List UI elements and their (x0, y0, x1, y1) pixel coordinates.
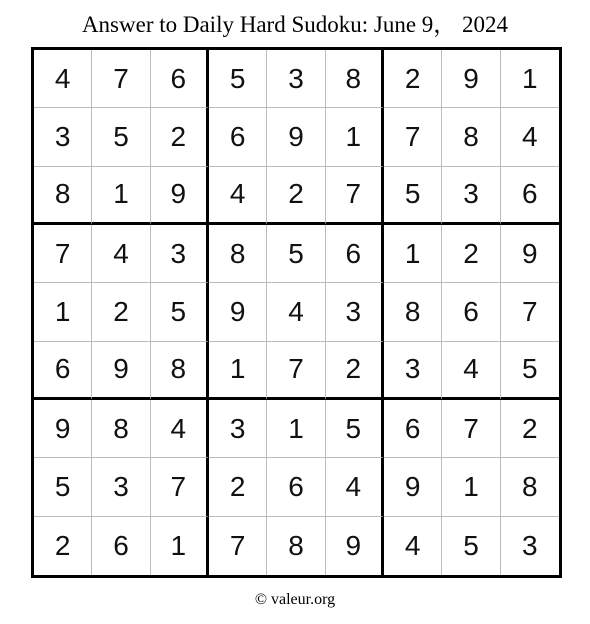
sudoku-cell-r7-c7: 6 (384, 400, 442, 458)
sudoku-cell-r2-c9: 4 (501, 108, 559, 166)
sudoku-cell-r6-c1: 6 (34, 342, 92, 400)
sudoku-cell-r4-c9: 9 (501, 225, 559, 283)
sudoku-cell-r5-c7: 8 (384, 283, 442, 341)
sudoku-cell-r7-c1: 9 (34, 400, 92, 458)
sudoku-cell-r3-c1: 8 (34, 167, 92, 225)
sudoku-cell-r1-c9: 1 (501, 50, 559, 108)
sudoku-cell-r6-c6: 2 (326, 342, 384, 400)
sudoku-cell-r6-c3: 8 (151, 342, 209, 400)
sudoku-cell-r1-c3: 6 (151, 50, 209, 108)
sudoku-cell-r7-c3: 4 (151, 400, 209, 458)
sudoku-cell-r4-c7: 1 (384, 225, 442, 283)
sudoku-cell-r2-c7: 7 (384, 108, 442, 166)
sudoku-cell-r4-c1: 7 (34, 225, 92, 283)
sudoku-cell-r9-c2: 6 (92, 517, 150, 575)
sudoku-cell-r9-c8: 5 (442, 517, 500, 575)
sudoku-cell-r4-c5: 5 (267, 225, 325, 283)
sudoku-cell-r9-c6: 9 (326, 517, 384, 575)
sudoku-cell-r4-c8: 2 (442, 225, 500, 283)
sudoku-cell-r8-c9: 8 (501, 458, 559, 516)
sudoku-cell-r1-c7: 2 (384, 50, 442, 108)
sudoku-cell-r2-c8: 8 (442, 108, 500, 166)
sudoku-cell-r2-c6: 1 (326, 108, 384, 166)
sudoku-cell-r7-c9: 2 (501, 400, 559, 458)
sudoku-cell-r8-c1: 5 (34, 458, 92, 516)
sudoku-cell-r2-c3: 2 (151, 108, 209, 166)
sudoku-cell-r4-c4: 8 (209, 225, 267, 283)
sudoku-cell-r2-c1: 3 (34, 108, 92, 166)
sudoku-cell-r1-c6: 8 (326, 50, 384, 108)
sudoku-cell-r1-c5: 3 (267, 50, 325, 108)
sudoku-cell-r1-c8: 9 (442, 50, 500, 108)
sudoku-cell-r8-c3: 7 (151, 458, 209, 516)
sudoku-cell-r3-c8: 3 (442, 167, 500, 225)
sudoku-cell-r1-c1: 4 (34, 50, 92, 108)
sudoku-cell-r3-c4: 4 (209, 167, 267, 225)
sudoku-cell-r5-c4: 9 (209, 283, 267, 341)
sudoku-cell-r5-c8: 6 (442, 283, 500, 341)
sudoku-cell-r8-c7: 9 (384, 458, 442, 516)
sudoku-cell-r7-c5: 1 (267, 400, 325, 458)
sudoku-cell-r1-c2: 7 (92, 50, 150, 108)
sudoku-cell-r6-c5: 7 (267, 342, 325, 400)
sudoku-cell-r2-c5: 9 (267, 108, 325, 166)
sudoku-cell-r1-c4: 5 (209, 50, 267, 108)
sudoku-cell-r4-c3: 3 (151, 225, 209, 283)
sudoku-cell-r3-c3: 9 (151, 167, 209, 225)
sudoku-cell-r9-c7: 4 (384, 517, 442, 575)
sudoku-cell-r8-c6: 4 (326, 458, 384, 516)
sudoku-cell-r8-c2: 3 (92, 458, 150, 516)
sudoku-cell-r4-c2: 4 (92, 225, 150, 283)
sudoku-cell-r9-c4: 7 (209, 517, 267, 575)
sudoku-cell-r3-c9: 6 (501, 167, 559, 225)
sudoku-cell-r3-c6: 7 (326, 167, 384, 225)
sudoku-cell-r3-c7: 5 (384, 167, 442, 225)
sudoku-cell-r5-c9: 7 (501, 283, 559, 341)
sudoku-cell-r9-c5: 8 (267, 517, 325, 575)
sudoku-cell-r6-c7: 3 (384, 342, 442, 400)
sudoku-cell-r6-c2: 9 (92, 342, 150, 400)
sudoku-cell-r5-c1: 1 (34, 283, 92, 341)
sudoku-cell-r7-c4: 3 (209, 400, 267, 458)
sudoku-cell-r9-c9: 3 (522, 529, 538, 561)
sudoku-cell-r6-c4: 1 (209, 342, 267, 400)
sudoku-cell-r5-c2: 2 (92, 283, 150, 341)
sudoku-cell-r3-c2: 1 (92, 167, 150, 225)
sudoku-cell-r2-c2: 5 (92, 108, 150, 166)
sudoku-grid (31, 47, 562, 578)
sudoku-cell-r9-c1: 2 (34, 517, 92, 575)
sudoku-cell-r5-c3: 5 (151, 283, 209, 341)
sudoku-cell-r3-c5: 2 (267, 167, 325, 225)
sudoku-cell-r8-c8: 1 (442, 458, 500, 516)
sudoku-cell-r7-c8: 7 (442, 400, 500, 458)
sudoku-cell-r8-c5: 6 (267, 458, 325, 516)
copyright-footer: © valeur.org (254, 591, 336, 608)
sudoku-cell-r7-c6: 5 (326, 400, 384, 458)
sudoku-cell-r5-c6: 3 (326, 283, 384, 341)
sudoku-cell-r7-c2: 8 (92, 400, 150, 458)
page-title: Answer to Daily Hard Sudoku: June 9， 2024 (81, 12, 509, 37)
sudoku-cell-r2-c4: 6 (209, 108, 267, 166)
sudoku-cell-r9-c3: 1 (151, 517, 209, 575)
sudoku-cell-r6-c8: 4 (442, 342, 500, 400)
sudoku-cell-r5-c5: 4 (267, 283, 325, 341)
sudoku-cell-r8-c4: 2 (209, 458, 267, 516)
sudoku-cell-r6-c9: 5 (501, 342, 559, 400)
sudoku-cell-r4-c6: 6 (326, 225, 384, 283)
